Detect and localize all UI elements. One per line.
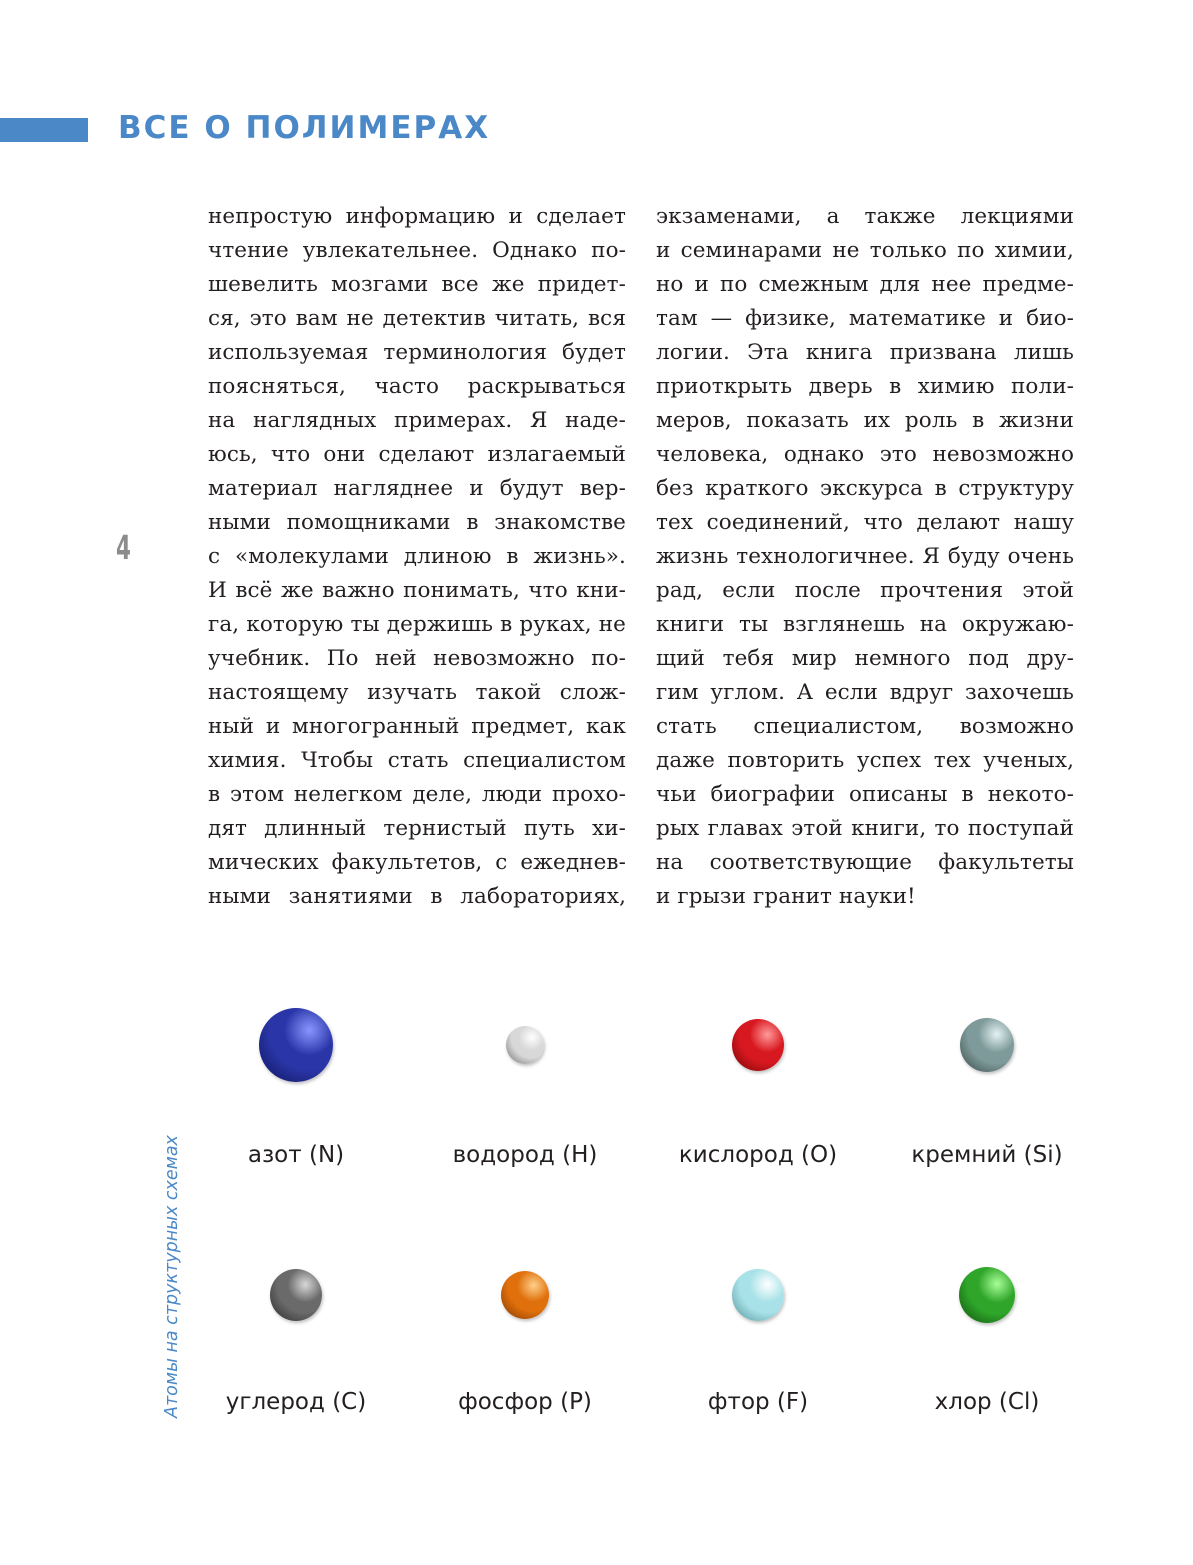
text-line: стать специалистом, возможно <box>656 714 1074 739</box>
text-line: с «молекулами длиною в жизнь». <box>208 544 626 569</box>
text-line: в этом нелегком деле, люди прохо- <box>208 782 626 807</box>
text-line: рых главах этой книги, то поступай <box>656 816 1074 841</box>
text-line: поясняться, часто раскрываться <box>208 374 626 399</box>
text-line: ся, это вам не детектив читать, вся <box>208 306 626 331</box>
text-line: щий тебя мир немного под дру- <box>656 646 1074 671</box>
text-line: химия. Чтобы стать специалистом <box>208 748 626 773</box>
text-line: ными помощниками в знакомстве <box>208 510 626 535</box>
text-line: жизнь технологичнее. Я буду очень <box>656 544 1074 569</box>
text-line: и грызи гранит науки! <box>656 884 916 909</box>
text-line: мических факультетов, с ежеднев- <box>208 850 626 875</box>
atom-label: кислород (O) <box>678 1142 838 1168</box>
text-line: приоткрыть дверь в химию поли- <box>656 374 1074 399</box>
atom-sphere-icon <box>506 1026 544 1064</box>
atom-sphere-icon <box>259 1008 333 1082</box>
text-line: га, которую ты держишь в руках, не <box>208 612 626 637</box>
text-line: там — физике, математике и био- <box>656 306 1074 331</box>
text-line: но и по смежным для нее предме- <box>656 272 1074 297</box>
atom-sphere-icon <box>959 1267 1015 1323</box>
atom-sphere-icon <box>732 1269 784 1321</box>
text-line: меров, показать их роль в жизни <box>656 408 1074 433</box>
text-line: и семинарами не только по химии, <box>656 238 1074 263</box>
text-line: даже повторить успех тех ученых, <box>656 748 1074 773</box>
text-line: книги ты взглянешь на окружаю- <box>656 612 1074 637</box>
text-line: настоящему изучать такой слож- <box>208 680 626 705</box>
atom-sphere-icon <box>960 1018 1014 1072</box>
text-line: чтение увлекательнее. Однако по- <box>208 238 626 263</box>
atom-sphere-icon <box>270 1269 322 1321</box>
text-line: используемая терминология будет <box>208 340 626 365</box>
text-line: материал нагляднее и будут вер- <box>208 476 626 501</box>
text-line: учебник. По ней невозможно по- <box>208 646 626 671</box>
text-line: юсь, что они сделают излагаемый <box>208 442 626 467</box>
page-number: 4 <box>116 528 131 567</box>
chapter-title: ВСЕ О ПОЛИМЕРАХ <box>118 110 491 146</box>
text-line: рад, если после прочтения этой <box>656 578 1074 603</box>
atom-label: водород (H) <box>452 1142 598 1168</box>
text-line: ный и многогранный предмет, как <box>208 714 626 739</box>
text-line: тех соединений, что делают нашу <box>656 510 1074 535</box>
atoms-legend-caption: Атомы на структурных схемах <box>162 1135 182 1418</box>
atom-label: хлор (Cl) <box>934 1389 1040 1415</box>
text-line: на наглядных примерах. Я наде- <box>208 408 626 433</box>
atom-label: фтор (F) <box>707 1389 809 1415</box>
text-line: экзаменами, а также лекциями <box>656 204 1074 229</box>
text-line: дят длинный тернистый путь хи- <box>208 816 626 841</box>
text-line: логии. Эта книга призвана лишь <box>656 340 1074 365</box>
atom-sphere-icon <box>732 1019 784 1071</box>
text-line: гим углом. А если вдруг захочешь <box>656 680 1074 705</box>
text-line: И всё же важно понимать, что кни- <box>208 578 626 603</box>
text-line: чьи биографии описаны в некото- <box>656 782 1074 807</box>
text-line: человека, однако это невозможно <box>656 442 1074 467</box>
atom-label: кремний (Si) <box>911 1142 1063 1168</box>
atom-sphere-icon <box>501 1271 549 1319</box>
atom-label: азот (N) <box>247 1142 345 1168</box>
text-line: ными занятиями в лабораториях, <box>208 884 626 909</box>
atom-label: фосфор (P) <box>458 1389 592 1415</box>
atom-label: углерод (C) <box>225 1389 367 1415</box>
text-line: на соответствующие факультеты <box>656 850 1074 875</box>
text-line: шевелить мозгами все же придет- <box>208 272 626 297</box>
text-line: непростую информацию и сделает <box>208 204 626 229</box>
text-line: без краткого экскурса в структуру <box>656 476 1074 501</box>
